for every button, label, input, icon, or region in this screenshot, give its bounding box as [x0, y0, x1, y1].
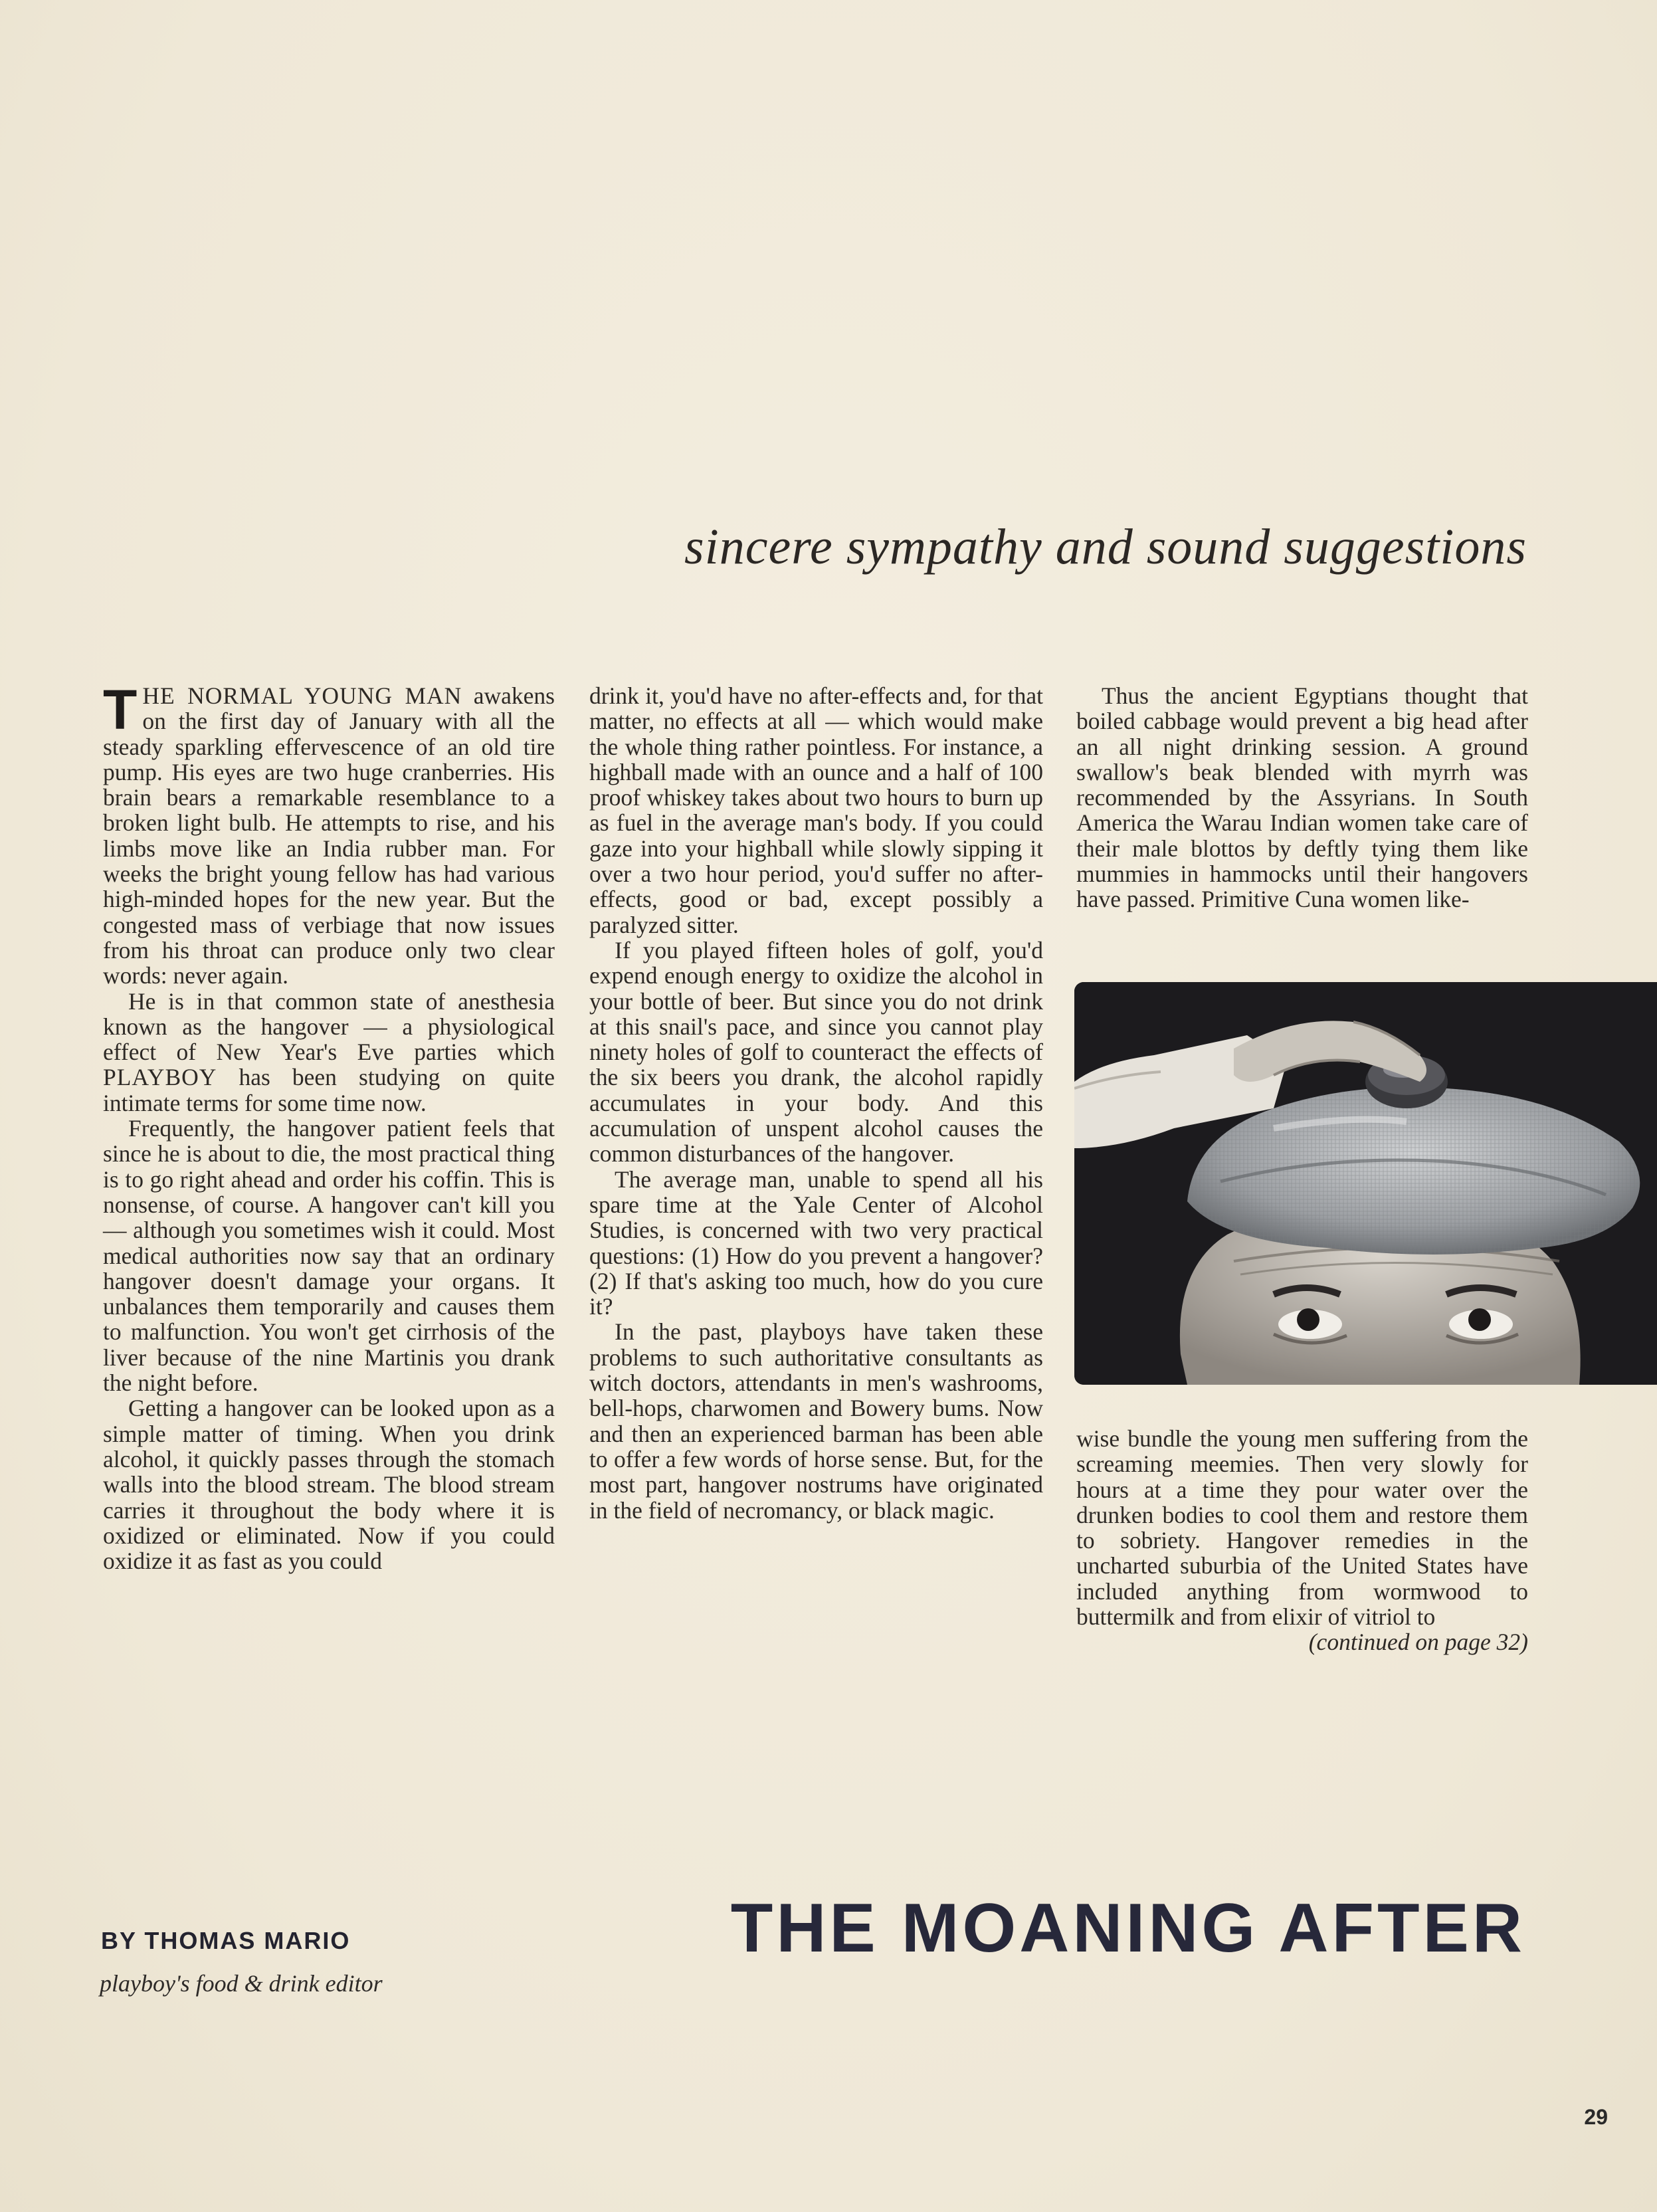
paragraph: wise bundle the young men suffering from the screaming meemies. Then very slowly for hours at a time they pour water over the drunken bodies to cool them and restore them to sobriety. Hangover remedies in the uncharted suburbia of the United States have included anything from wormwood to buttermilk and from elixir of vitriol to [1076, 1425, 1528, 1631]
paragraph [1076, 1629, 1528, 1655]
magazine-name-smallcaps: PLAYBOY [103, 1064, 217, 1091]
text-column-1 [103, 678, 555, 1575]
paragraph: Thus the ancient Egyptians thought that boiled cabbage would prevent a big head after an all night drinking session. A ground swallow's beak blended with myrrh was recommended by the Assyrians. In South America the Warau Indian women take care of their male blottos by deftly tying them like mummies in hammocks until their hangovers have passed. Primitive Cuna women like- [1076, 682, 1528, 913]
article-subtitle: sincere sympathy and sound suggestions [684, 519, 1527, 575]
paragraph-text: He is in that common state of anesthesia known as the hangover — a physiological effect of New Year's Eve parties which [103, 987, 555, 1066]
text-column-3-bottom [1076, 1426, 1528, 1655]
paragraph [103, 678, 555, 989]
byline-author: BY THOMAS MARIO [101, 1927, 351, 1954]
byline-role: playboy's food & drink editor [100, 1970, 383, 1997]
article-headline: THE MOANING AFTER [730, 1890, 1525, 1967]
continued-line: (continued on page 32) [1308, 1629, 1528, 1656]
text-column-2 [589, 683, 1043, 1523]
paragraph [103, 989, 555, 1116]
drop-cap: T [103, 678, 138, 741]
page-number: 29 [1584, 2105, 1608, 2129]
paragraph-text: has been studying on quite intimate terms for some time now. [103, 1064, 555, 1116]
lead-in-smallcaps: HE NORMAL YOUNG MAN [142, 682, 462, 709]
paragraph: drink it, you'd have no after-effects and, for that matter, no effects at all — which would make the whole thing rather pointless. For instance, a highball made with an ounce and a half of 100 proof whiskey takes about two hours to burn up as fuel in the average man's body. If you could gaze into your highball while slowly sipping it over a two hour period, you'd suffer no after-effects, good or bad, except possibly a paralyzed sitter. [589, 682, 1043, 938]
paragraph-text: awakens on the first day of January with all the steady sparkling effervescence of an old tire pump. His eyes are two huge cranberries. His brain bears a remarkable resemblance to a broken light bulb. He attempts to rise, and his limbs move like an India rubber man. For weeks the bright young fellow has had various high-minded hopes for the new year. But the congested mass of verbiage that now issues from his throat can produce only two clear words: never again. [103, 682, 555, 989]
paragraph: In the past, playboys have taken these problems to such authoritative consultants as witch doctors, attendants in men's washrooms, bell-hops, charwomen and Bowery bums. Now and then an experienced barman has been able to offer a few words of horse sense. But, for the most part, hangover nostrums have originated in the field of necromancy, or black magic. [589, 1318, 1043, 1524]
paragraph: If you played fifteen holes of golf, you'd expend enough energy to oxidize the alcohol in your bottle of beer. But since you do not drink at this snail's pace, and since you cannot play ninety holes of golf to counteract the effects of the six beers you drank, the alcohol rapidly accumulates in your body. And this accumulation of unspent alcohol causes the common disturbances of the hangover. [589, 936, 1043, 1167]
paragraph: Getting a hangover can be looked upon as a simple matter of timing. When you drink alcohol, it quickly passes through the stomach walls into the blood stream. The blood stream carries it throughout the body where it is oxidized or eliminated. Now if you could oxidize it as fast as you could [103, 1395, 555, 1575]
ice-bag-photo [1074, 982, 1657, 1385]
paragraph: The average man, unable to spend all his spare time at the Yale Center of Alcohol Studies, is concerned with two very practical questions: (1) How do you prevent a hangover? (2) If that's asking too much, how do you cure it? [589, 1165, 1043, 1320]
text-column-3-top [1076, 683, 1528, 912]
paragraph: Frequently, the hangover patient feels that since he is about to die, the most practical thing is to go right ahead and order his coffin. This is nonsense, of course. A hangover can't kill you — although you sometimes wish it could. Most medical authorities now say that an ordinary hangover doesn't damage your organs. It unbalances them temporarily and causes them to malfunction. You won't get cirrhosis of the liver because of the nine Martinis you drank the night before. [103, 1115, 555, 1397]
ice-bag-photo-illustration [1074, 982, 1657, 1385]
